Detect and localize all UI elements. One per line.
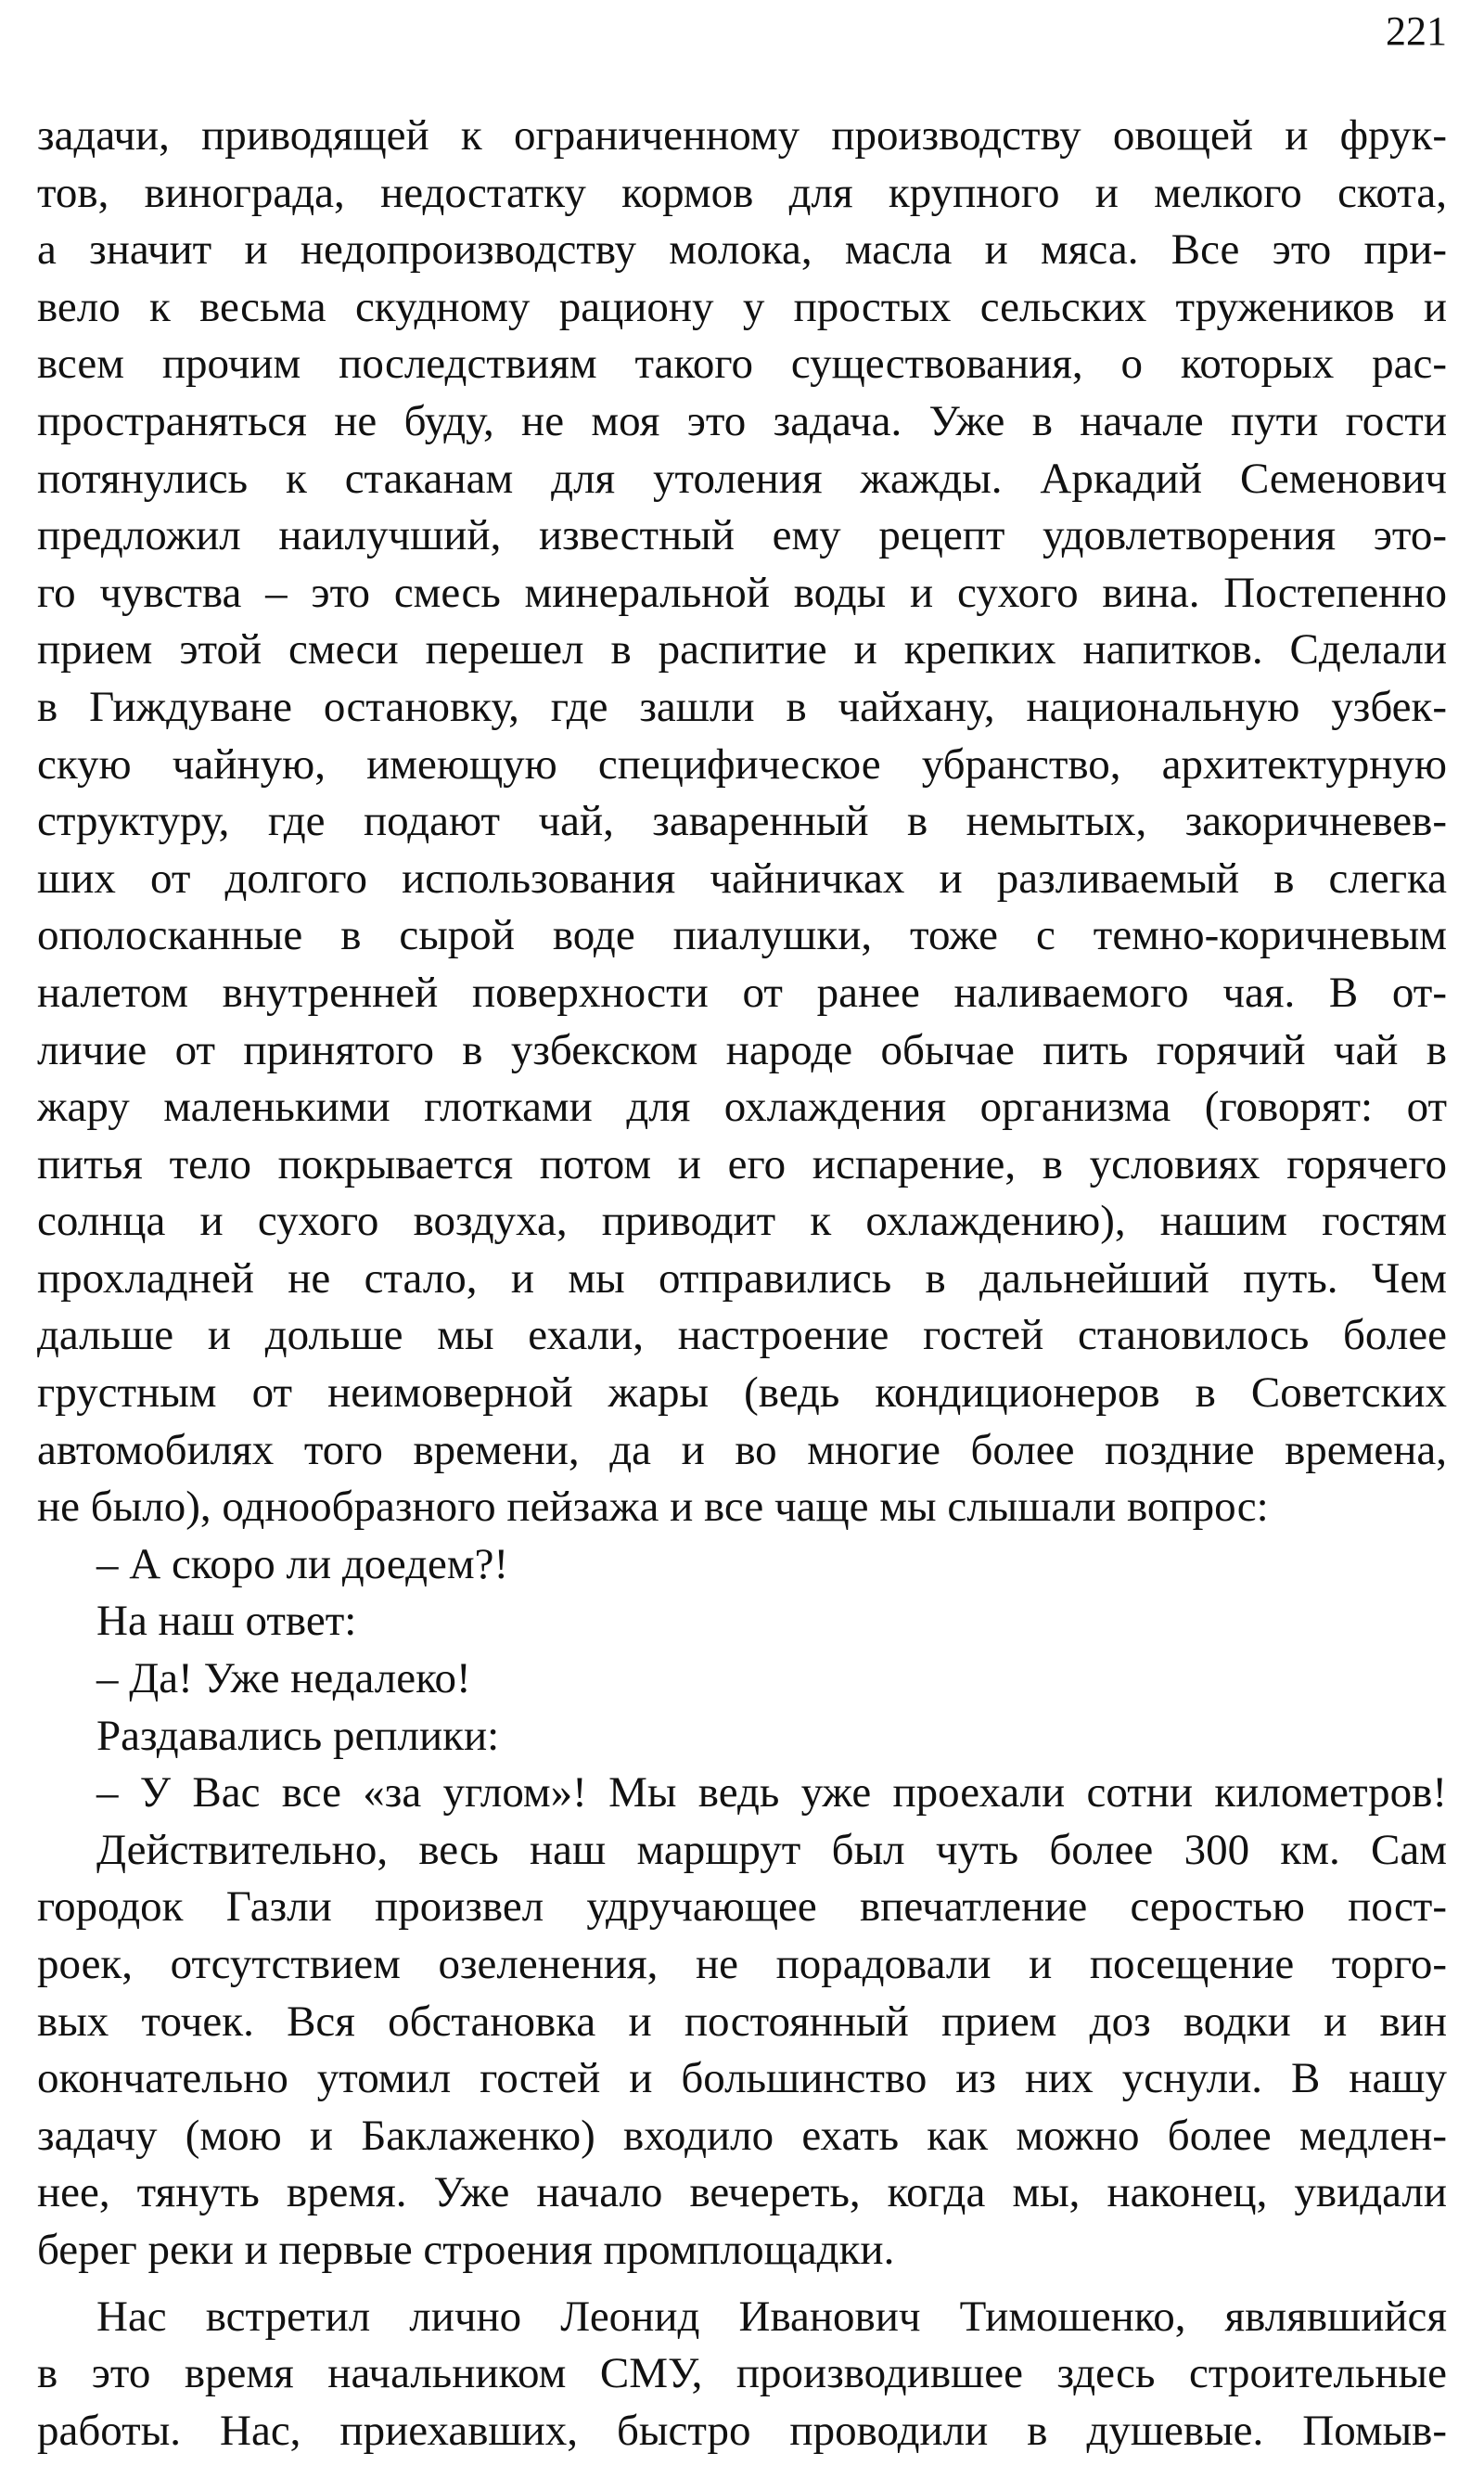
text-line: Нас встретил лично Леонид Иванович Тимошенко, являвшийся [96, 2292, 1447, 2341]
text-line: дальше и дольше мы ехали, настроение гостей становилось более [37, 1311, 1447, 1360]
text-line: автомобилях того времени, да и во многие более поздние времена, [37, 1425, 1447, 1474]
paragraph [37, 2289, 1447, 2460]
text-line: На наш ответ: [96, 1597, 357, 1646]
text-line: скую чайную, имеющую специфическое убранство, архитектурную [37, 739, 1447, 789]
paragraph [37, 108, 1447, 1536]
dialogue-line [37, 1765, 1447, 1822]
text-line: Раздавались реплики: [96, 1711, 500, 1760]
body-text [37, 108, 1447, 2460]
text-line: вых точек. Вся обстановка и постоянный прием доз водки и вин [37, 1997, 1447, 2046]
text-line: роек, отсутствием озеленения, не порадовали и посещение торго- [37, 1940, 1447, 1988]
text-line: всем прочим последствиям такого существования, о которых рас- [37, 340, 1447, 389]
dialogue-line [37, 1650, 1447, 1708]
text-line: – У Вас все «за углом»! Мы ведь уже проехали сотни километров! [96, 1768, 1447, 1817]
text-line: Действительно, весь наш маршрут был чуть более 300 км. Сам [96, 1825, 1447, 1874]
text-line: в Гиждуване остановку, где зашли в чайхану, национальную узбек- [37, 682, 1447, 731]
text-line: вело к весьма скудному рациону у простых сельских тружеников и [37, 282, 1447, 331]
text-line: го чувства – это смесь минеральной воды и сухого вина. Постепенно [37, 568, 1447, 617]
text-line: в это время начальником СМУ, производившее здесь строительные [37, 2349, 1447, 2398]
text-line: – А скоро ли доедем?! [96, 1539, 509, 1588]
text-line: ополосканные в сырой воде пиалушки, тоже с темно-коричневым [37, 911, 1447, 960]
text-line: берег реки и первые строения промплощадки. [37, 2225, 895, 2274]
text-line: структуру, где подают чай, заваренный в немытых, закоричневев- [37, 797, 1447, 846]
dialogue-line [37, 1708, 1447, 1766]
text-line: тов, винограда, недостатку кормов для крупного и мелкого скота, [37, 168, 1447, 217]
text-line: задачу (мою и Баклаженко) входило ехать как можно более медлен- [37, 2111, 1447, 2160]
text-line: солнца и сухого воздуха, приводит к охлаждению), нашим гостям [37, 1197, 1447, 1246]
text-line: окончательно утомил гостей и большинство из них уснули. В нашу [37, 2054, 1447, 2103]
text-line: налетом внутренней поверхности от ранее наливаемого чая. В от- [37, 968, 1447, 1017]
text-line: работы. Нас, приехавших, быстро проводили в душевые. Помыв- [37, 2406, 1447, 2455]
text-line: жару маленькими глотками для охлаждения организма (говорят: от [37, 1083, 1447, 1132]
text-line: личие от принятого в узбекском народе обычае пить горячий чай в [37, 1025, 1447, 1074]
text-line: прохладней не стало, и мы отправились в дальнейший путь. Чем [37, 1253, 1447, 1303]
text-line: нее, тянуть время. Уже начало вечереть, когда мы, наконец, увидали [37, 2168, 1447, 2217]
text-line: ших от долгого использования чайничках и разливаемый в слегка [37, 854, 1447, 903]
paragraph [37, 1822, 1447, 2280]
text-line: предложил наилучший, известный ему рецепт удовлетворения это- [37, 511, 1447, 560]
text-line: прием этой смеси перешел в распитие и крепких напитков. Сделали [37, 625, 1447, 674]
text-line: – Да! Уже недалеко! [96, 1654, 471, 1703]
text-line: пространяться не буду, не моя это задача. Уже в начале пути гости [37, 396, 1447, 445]
text-line: питья тело покрывается потом и его испарение, в условиях горячего [37, 1139, 1447, 1188]
paragraph-gap [37, 2280, 1447, 2289]
dialogue-line [37, 1536, 1447, 1594]
text-line: городок Газли произвел удручающее впечатление серостью пост- [37, 1882, 1447, 1932]
text-line: а значит и недопроизводству молока, масла и мяса. Все это при- [37, 225, 1447, 275]
dialogue-line [37, 1593, 1447, 1650]
text-line: не было), однообразного пейзажа и все чаще мы слышали вопрос: [37, 1483, 1269, 1532]
text-line: задачи, приводящей к ограниченному производству овощей и фрук- [37, 111, 1447, 160]
text-line: грустным от неимоверной жары (ведь кондиционеров в Советских [37, 1368, 1447, 1418]
text-line: потянулись к стаканам для утоления жажды. Аркадий Семенович [37, 454, 1447, 503]
page-number: 221 [1386, 8, 1447, 54]
